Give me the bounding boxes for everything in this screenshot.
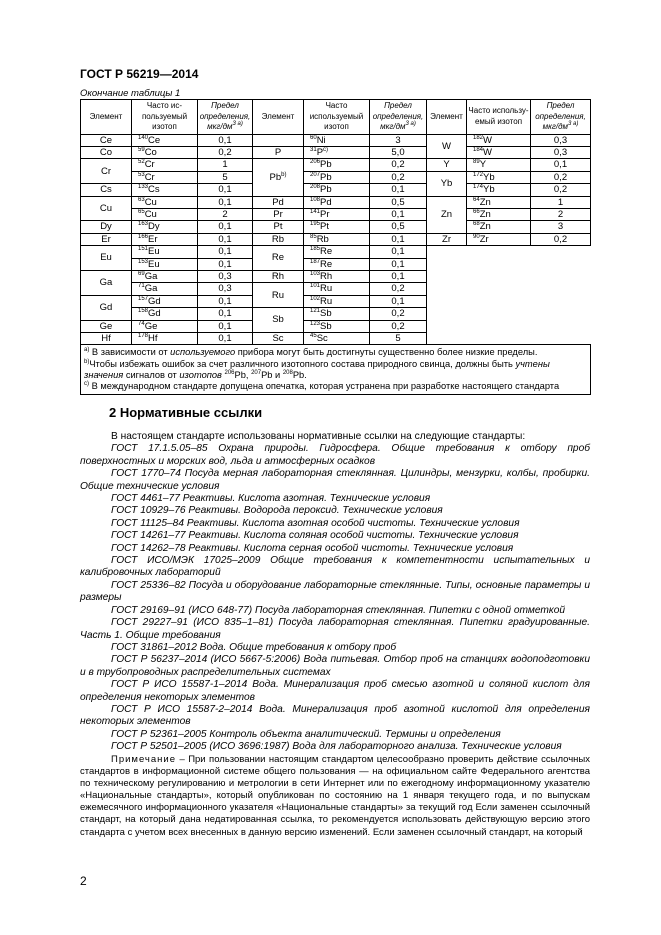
- isotope-cell: $^{66}$Zn: [467, 208, 531, 220]
- isotope-cell: $^{185}$Re: [304, 246, 370, 258]
- footnote-b: $^{b)}$Чтобы избежать ошибок за счет различного изотопного состава природного свинца, должны быть учтены значения сигналов от изотопов $^{206}$Pb, $^{207}$Pb и $^{208}$Pb.: [84, 358, 550, 380]
- table-row: [81, 171, 591, 183]
- limit-cell: 0,5: [370, 221, 427, 233]
- table-row: [81, 233, 591, 245]
- note-paragraph: Примечание – При пользовании настоящим стандартом целесообразно проверить действие ссылочных стандартов в информационной системе общего пользования — на официальном сайте Федерального агентства по техническому регулированию и метрологии в сети Интернет или по ежегодному информационному указателю «Национальные стандарты», который опубликован по состоянию на 1 января текущего года, и по выпускам ежемесячного информационного указателя «Национальные стандарты» за текущий год Если заменен ссылочный стандарт, на который дана недатированная ссылка, то рекомендуется использовать действующую версию этого стандарта с учетом всех внесенных в данную версию изменений. Если заменен ссылочный стандарт, на который: [80, 754, 591, 838]
- isotope-cell: $^{60}$Ni: [304, 134, 370, 146]
- isotope-cell: $^{68}$Zn: [467, 221, 531, 233]
- isotope-cell: $^{174}$Yb: [467, 184, 531, 196]
- element-cell: Hf: [81, 333, 132, 345]
- reference-item: ГОСТ 14261–77 Реактивы. Кислота соляная особой чистоты. Технические условия: [111, 530, 519, 542]
- element-cell: Pt: [253, 221, 304, 233]
- isotope-cell: $^{121}$Sb: [304, 308, 370, 320]
- reference-item: ГОСТ Р 56237–2014 (ИСО 5667-5:2006) Вода питьевая. Отбор проб на станциях водоподготовки и в трубопроводных распределительных системах: [80, 654, 590, 678]
- header-element: Элемент: [253, 100, 304, 135]
- note-text: При пользовании настоящим стандартом целесообразно проверить действие ссылочных стандартов в информационной системе общего пользования — на официальном сайте Федерального агентства по техническому регулированию и метрологии в сети Интернет или по ежегодному информационному указателю «Национальные стандарты», который опубликован по состоянию на 1 января текущего года, и по выпускам ежемесячного информационного указателя «Национальные стандарты» за текущий год Если заменен ссылочный стандарт, на который дана недатированная ссылка, то рекомендуется использовать действующую версию этого стандарта с учетом всех внесенных в данную версию изменений. Если заменен ссылочный стандарт, на который: [80, 754, 591, 838]
- isotope-cell: $^{206}$Pb: [304, 159, 370, 171]
- isotope-cell: $^{141}$Pr: [304, 208, 370, 220]
- limit-cell: 0,1: [198, 246, 253, 258]
- section-title: 2 Нормативные ссылки: [109, 405, 263, 420]
- header-limit: Предел определения, мкг/$дм^{3 a)}$: [198, 100, 253, 135]
- reference-item: ГОСТ 29227–91 (ИСО 835–1–81) Посуда лабораторная стеклянная. Пипетки градуированные. Часть 1. Общие требования: [80, 617, 590, 641]
- limit-cell: 0,1: [198, 184, 253, 196]
- element-cell: Er: [81, 233, 132, 245]
- limit-cell: 0,3: [531, 134, 591, 146]
- limit-cell: 0,1: [198, 333, 253, 345]
- isotope-cell: $^{158}$Gd: [132, 308, 198, 320]
- element-cell: Ru: [253, 283, 304, 308]
- note-block: [80, 754, 590, 839]
- limit-cell: 0,3: [198, 283, 253, 295]
- limit-cell: 0,1: [198, 221, 253, 233]
- limit-cell: 0,1: [198, 258, 253, 270]
- limit-cell: 2: [198, 208, 253, 220]
- isotope-cell: $^{90}$Zr: [467, 233, 531, 245]
- table-notes-row: [81, 345, 591, 395]
- header-element: Элемент: [81, 100, 132, 135]
- element-cell: Yb: [427, 171, 467, 196]
- isotope-cell: $^{166}$Er: [132, 233, 198, 245]
- reference-item: ГОСТ 4461–77 Реактивы. Кислота азотная. Технические условия: [111, 493, 431, 505]
- isotope-cell: $^{178}$Hf: [132, 333, 198, 345]
- header-isotope: Часто ис-пользуемый изотоп: [132, 100, 198, 135]
- limit-cell: 0,3: [531, 146, 591, 158]
- reference-item: ГОСТ ИСО/МЭК 17025–2009 Общие требования к компетентности испытательных и калибровочных лабораторий: [80, 555, 590, 579]
- limit-cell: 0,2: [531, 233, 591, 245]
- limit-cell: 1: [198, 159, 253, 171]
- limit-cell: 0,1: [198, 308, 253, 320]
- isotope-cell: $^{59}$Co: [132, 146, 198, 158]
- note-label: Примечание: [111, 754, 176, 765]
- element-cell: Ce: [81, 134, 132, 146]
- page-number: 2: [80, 874, 87, 888]
- limit-cell: 0,2: [370, 320, 427, 332]
- isotope-cell: $^{140}$Ce: [132, 134, 198, 146]
- isotope-cell: $^{52}$Cr: [132, 159, 198, 171]
- isotope-cell: $^{64}$Zn: [467, 196, 531, 208]
- isotope-cell: $^{65}$Cu: [132, 208, 198, 220]
- reference-item: ГОСТ Р 52501–2005 (ИСО 3696:1987) Вода для лабораторного анализа. Технические условия: [111, 741, 562, 753]
- isotope-cell: $^{195}$Pt: [304, 221, 370, 233]
- table-row: [81, 221, 591, 233]
- normative-references: [80, 431, 590, 754]
- reference-item: ГОСТ 10929–76 Реактивы. Водорода пероксид. Технические условия: [111, 505, 443, 517]
- references-intro: В настоящем стандарте использованы нормативные ссылки на следующие стандарты:: [111, 431, 526, 442]
- reference-item: ГОСТ 11125–84 Реактивы. Кислота азотная особой чистоты. Технические условия: [111, 517, 520, 529]
- isotope-cell: $^{153}$Eu: [132, 258, 198, 270]
- isotope-cell: $^{208}$Pb: [304, 184, 370, 196]
- reference-item: ГОСТ 17.1.5.05–85 Охрана природы. Гидросфера. Общие требования к отбору проб поверхностных и морских вод, льда и атмосферных осадков: [80, 443, 590, 467]
- element-cell: Eu: [81, 246, 132, 271]
- element-cell: [253, 134, 304, 146]
- table-header-row: [81, 100, 591, 135]
- element-cell: W: [427, 134, 467, 159]
- reference-item: ГОСТ 29169–91 (ИСО 648-77) Посуда лабораторная стеклянная. Пипетки с одной отметкой: [111, 604, 566, 616]
- isotope-cell: $^{63}$Cu: [132, 196, 198, 208]
- isotope-cell: $^{123}$Sb: [304, 320, 370, 332]
- limit-cell: 5: [370, 333, 427, 345]
- element-cell: Pr: [253, 208, 304, 220]
- reference-item: ГОСТ Р ИСО 15587-1–2014 Вода. Минерализация проб смесью азотной и соляной кислот для определения некоторых элементов: [80, 679, 590, 703]
- reference-item: ГОСТ Р 52361–2005 Контроль объекта аналитический. Термины и определения: [111, 728, 501, 740]
- limit-cell: 3: [370, 134, 427, 146]
- isotope-cell: $^{101}$Ru: [304, 283, 370, 295]
- limit-cell: 5,0: [370, 146, 427, 158]
- isotope-cell: $^{172}$Yb: [467, 171, 531, 183]
- isotope-cell: $^{133}$Cs: [132, 184, 198, 196]
- isotope-cell: $^{184}$W: [467, 146, 531, 158]
- isotope-cell: $^{31}P^{c)}$: [304, 146, 370, 158]
- limit-cell: 0,2: [370, 159, 427, 171]
- limit-cell: 0,1: [370, 233, 427, 245]
- isotope-cell: $^{71}$Ga: [132, 283, 198, 295]
- detection-limits-table: [80, 99, 591, 395]
- empty-cell: [427, 246, 591, 345]
- limit-cell: 3: [531, 221, 591, 233]
- element-cell: Ge: [81, 320, 132, 332]
- element-cell: Ga: [81, 270, 132, 295]
- limit-cell: 0,1: [198, 320, 253, 332]
- element-cell: Cu: [81, 196, 132, 221]
- table-body: [81, 134, 591, 345]
- limit-cell: 0,3: [198, 270, 253, 282]
- element-cell: Rb: [253, 233, 304, 245]
- isotope-cell: $^{207}$Pb: [304, 171, 370, 183]
- header-isotope: Часто используемый изотоп: [304, 100, 370, 135]
- isotope-cell: $^{89}$Y: [467, 159, 531, 171]
- limit-cell: 1: [531, 196, 591, 208]
- table-row: [81, 208, 591, 220]
- limit-cell: 0,2: [198, 146, 253, 158]
- limit-cell: 0,1: [531, 159, 591, 171]
- table-notes: [81, 345, 591, 395]
- header-element: Элемент: [427, 100, 467, 135]
- limit-cell: 0,1: [198, 196, 253, 208]
- limit-cell: 0,2: [531, 184, 591, 196]
- limit-cell: 0,1: [198, 233, 253, 245]
- reference-item: ГОСТ Р ИСО 15587-2–2014 Вода. Минерализация проб азотной кислотой для определения некоторых элементов: [80, 703, 590, 728]
- table-row: [81, 146, 591, 158]
- reference-item: ГОСТ 31861–2012 Вода. Общие требования к отбору проб: [111, 641, 397, 653]
- element-cell: Sb: [253, 308, 304, 333]
- document-header: ГОСТ Р 56219—2014: [80, 67, 199, 81]
- isotope-cell: $^{157}$Gd: [132, 295, 198, 307]
- isotope-cell: $^{85}$Rb: [304, 233, 370, 245]
- element-cell: Zn: [427, 196, 467, 233]
- isotope-cell: $^{151}$Eu: [132, 246, 198, 258]
- element-cell: Pb$^{b)}$: [253, 159, 304, 196]
- table-row: [81, 159, 591, 171]
- isotope-cell: $^{74}$Ge: [132, 320, 198, 332]
- element-cell: Pd: [253, 196, 304, 208]
- isotope-cell: $^{69}$Ga: [132, 270, 198, 282]
- isotope-cell: $^{53}$Cr: [132, 171, 198, 183]
- footnote-a: $^{a)}$ В зависимости от используемого прибора могут быть достигнуты существенно более низкие пределы.: [84, 347, 538, 358]
- limit-cell: 0,1: [370, 246, 427, 258]
- limit-cell: 0,1: [370, 258, 427, 270]
- table-caption: Окончание таблицы 1: [80, 88, 181, 99]
- element-cell: Sc: [253, 333, 304, 345]
- element-cell: Cs: [81, 184, 132, 196]
- isotope-cell: $^{102}$Ru: [304, 295, 370, 307]
- table-row: [81, 196, 591, 208]
- limit-cell: 0,2: [370, 308, 427, 320]
- isotope-cell: $^{45}$Sc: [304, 333, 370, 345]
- limit-cell: 2: [531, 208, 591, 220]
- limit-cell: 0,1: [370, 295, 427, 307]
- isotope-cell: $^{103}$Rh: [304, 270, 370, 282]
- element-cell: Re: [253, 246, 304, 271]
- limit-cell: 0,2: [370, 283, 427, 295]
- isotope-cell: $^{182}$W: [467, 134, 531, 146]
- limit-cell: 0,2: [531, 171, 591, 183]
- isotope-cell: $^{108}$Pd: [304, 196, 370, 208]
- limit-cell: 0,2: [370, 171, 427, 183]
- element-cell: Cr: [81, 159, 132, 184]
- header-isotope: Часто использу-емый изотоп: [467, 100, 531, 135]
- reference-item: ГОСТ 25336–82 Посуда и оборудование лабораторные стеклянные. Типы, основные параметры и размеры: [80, 579, 590, 604]
- isotope-cell: $^{187}$Re: [304, 258, 370, 270]
- element-cell: Rh: [253, 270, 304, 282]
- limit-cell: 0,1: [370, 270, 427, 282]
- table-row: [81, 184, 591, 196]
- references-list: [80, 443, 590, 753]
- table-row: [81, 246, 591, 258]
- element-cell: Dy: [81, 221, 132, 233]
- reference-item: ГОСТ 14262–78 Реактивы. Кислота серная особой чистоты. Технические условия: [111, 542, 514, 554]
- element-cell: Co: [81, 146, 132, 158]
- limit-cell: 0,5: [370, 196, 427, 208]
- limit-cell: 0,1: [370, 208, 427, 220]
- header-limit: Предел определения, мкг/$дм^{3 a)}$: [531, 100, 591, 135]
- element-cell: P: [253, 146, 304, 158]
- table-row: [81, 134, 591, 146]
- limit-cell: 0,1: [198, 134, 253, 146]
- footnote-c: $^{c)}$ В международном стандарте допущена опечатка, которая устранена при разработке настоящего стандарта: [84, 381, 560, 392]
- limit-cell: 0,1: [370, 184, 427, 196]
- isotope-cell: $^{163}$Dy: [132, 221, 198, 233]
- reference-item: ГОСТ 1770–74 Посуда мерная лабораторная стеклянная. Цилиндры, мензурки, колбы, пробирки. Общие технические условия: [80, 468, 590, 492]
- limit-cell: 5: [198, 171, 253, 183]
- element-cell: Zr: [427, 233, 467, 245]
- limit-cell: 0,1: [198, 295, 253, 307]
- header-limit: Предел определения, мкг/$дм^{3 a)}$: [370, 100, 427, 135]
- element-cell: Y: [427, 159, 467, 171]
- element-cell: Gd: [81, 295, 132, 320]
